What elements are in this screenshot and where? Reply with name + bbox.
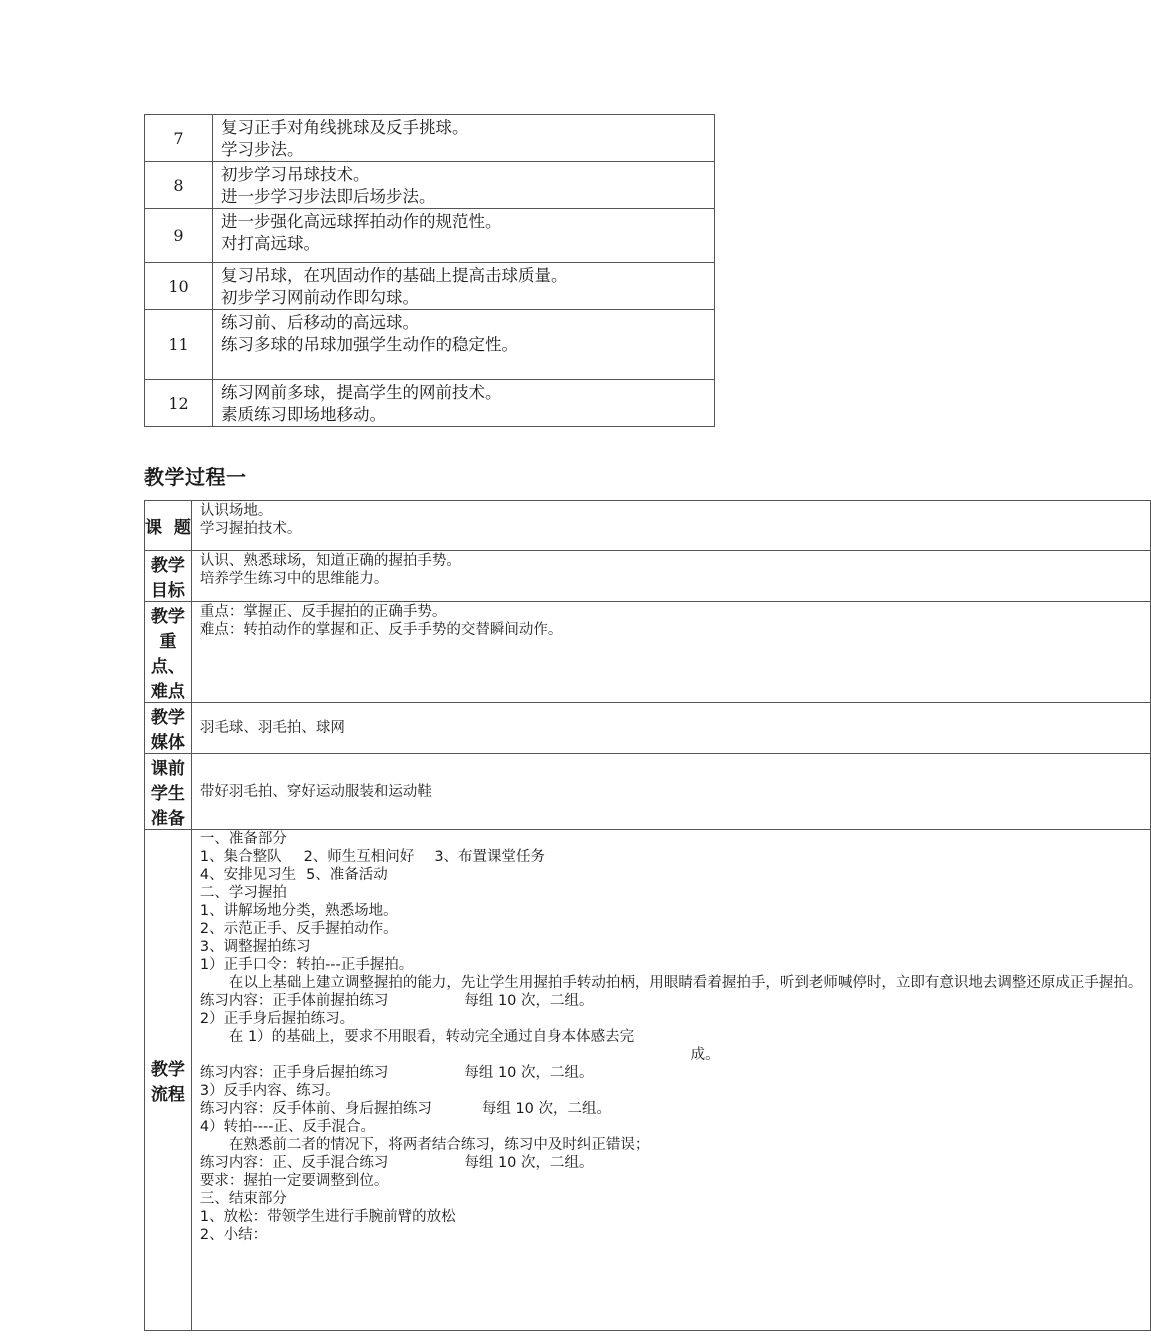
prep-label: 课前学生准备 xyxy=(145,754,192,830)
flow-line: 一、准备部分 xyxy=(199,831,287,847)
content-line: 复习正手对角线挑球及反手挑球。 xyxy=(221,118,469,137)
value-line: 难点：转拍动作的掌握和正、反手手势的交替瞬间动作。 xyxy=(199,622,563,638)
value-line: 认识场地。 xyxy=(199,503,273,519)
content-line: 对打高远球。 xyxy=(221,234,320,253)
lesson-content xyxy=(213,162,715,209)
lesson-number: 7 xyxy=(145,115,213,162)
content-line: 学习步法。 xyxy=(221,140,304,159)
media-value: 羽毛球、羽毛拍、球网 xyxy=(191,703,1151,754)
lesson-number: 11 xyxy=(145,310,213,380)
flow-line: 2、小结： xyxy=(199,1227,268,1243)
lesson-content xyxy=(213,310,715,380)
row-prep xyxy=(145,754,1151,830)
schedule-row xyxy=(145,263,715,310)
content-line: 素质练习即场地移动。 xyxy=(221,405,386,424)
row-topic xyxy=(145,501,1151,551)
flow-line: 1、放松：带领学生进行手腕前臂的放松 xyxy=(199,1209,456,1225)
lesson-number: 12 xyxy=(145,380,213,427)
content-line: 练习多球的吊球加强学生动作的稳定性。 xyxy=(221,335,518,354)
lesson-number: 10 xyxy=(145,263,213,310)
flow-line: 二、学习握拍 xyxy=(199,885,287,901)
topic-value xyxy=(191,501,1151,551)
content-line: 练习前、后移动的高远球。 xyxy=(221,313,419,332)
flow-line: 1、集合整队 2、师生互相问好 3、布置课堂任务 xyxy=(199,849,546,865)
schedule-row xyxy=(145,310,715,380)
lesson-content xyxy=(213,115,715,162)
content-line: 初步学习网前动作即勾球。 xyxy=(221,288,419,307)
value-line: 认识、熟悉球场，知道正确的握拍手势。 xyxy=(199,553,461,569)
flow-line: 2、示范正手、反手握拍动作。 xyxy=(199,921,398,937)
lesson-content xyxy=(213,263,715,310)
schedule-row xyxy=(145,115,715,162)
flow-line: 3、调整握拍练习 xyxy=(199,939,311,955)
flow-line: 练习内容：正手身后握拍练习 每组 10 次，二组。 xyxy=(199,1065,594,1081)
flow-paragraph: 在熟悉前二者的情况下，将两者结合练习，练习中及时纠正错误； xyxy=(228,1137,650,1153)
flow-line: 练习内容：反手体前、身后握拍练习 每组 10 次，二组。 xyxy=(199,1101,612,1117)
focus-label: 教学重点、难点 xyxy=(145,602,192,703)
row-flow xyxy=(145,830,1151,1331)
flow-value xyxy=(191,830,1151,1331)
flow-line: 在 1）的基础上，要求不用眼看，转动完全通过自身本体感去完 xyxy=(228,1029,635,1045)
row-focus xyxy=(145,602,1151,703)
flow-line: 4、安排见习生 5、准备活动 xyxy=(199,867,388,883)
content-line: 进一步强化高远球挥拍动作的规范性。 xyxy=(221,212,502,231)
section-heading: 教学过程一 xyxy=(144,465,247,489)
row-goals xyxy=(145,551,1151,602)
schedule-table xyxy=(144,114,715,427)
row-media xyxy=(145,703,1151,754)
flow-line: 练习内容：正、反手混合练习 每组 10 次，二组。 xyxy=(199,1155,594,1171)
lesson-content xyxy=(213,380,715,427)
flow-line: 2）正手身后握拍练习。 xyxy=(199,1011,355,1027)
goals-label: 教学目标 xyxy=(145,551,192,602)
schedule-row xyxy=(145,162,715,209)
flow-paragraph: 在以上基础上建立调整握拍的能力，先让学生用握拍手转动拍柄，用眼睛看着握拍手，听到老师喊停时，立即有意识地去调整还原成正手握拍。 xyxy=(228,975,1143,991)
flow-label: 教学流程 xyxy=(145,830,192,1331)
flow-line: 4）转拍----正、反手混合。 xyxy=(199,1119,375,1135)
lesson-plan-table xyxy=(144,500,1151,1331)
flow-line: 练习内容：正手体前握拍练习 每组 10 次，二组。 xyxy=(199,993,594,1009)
flow-line: 1）正手口令：转拍---正手握拍。 xyxy=(199,957,414,973)
media-label: 教学媒体 xyxy=(145,703,192,754)
goals-value xyxy=(191,551,1151,602)
focus-value xyxy=(191,602,1151,703)
content-line: 练习网前多球，提高学生的网前技术。 xyxy=(221,383,502,402)
prep-value: 带好羽毛拍、穿好运动服装和运动鞋 xyxy=(191,754,1151,830)
flow-line: 3）反手内容、练习。 xyxy=(199,1083,340,1099)
value-line: 学习握拍技术。 xyxy=(199,521,302,537)
value-line: 培养学生练习中的思维能力。 xyxy=(199,571,389,587)
content-line: 进一步学习步法即后场步法。 xyxy=(221,187,436,206)
schedule-row xyxy=(145,209,715,263)
flow-line: 要求：握拍一定要调整到位。 xyxy=(199,1173,389,1189)
flow-line: 1、讲解场地分类，熟悉场地。 xyxy=(199,903,398,919)
topic-label: 课 题 xyxy=(145,501,192,551)
value-line: 重点：掌握正、反手握拍的正确手势。 xyxy=(199,604,447,620)
flow-line: 成。 xyxy=(690,1047,720,1063)
content-line: 初步学习吊球技术。 xyxy=(221,165,370,184)
schedule-row xyxy=(145,380,715,427)
lesson-number: 8 xyxy=(145,162,213,209)
lesson-number: 9 xyxy=(145,209,213,263)
content-line: 复习吊球，在巩固动作的基础上提高击球质量。 xyxy=(221,266,568,285)
flow-line: 三、结束部分 xyxy=(199,1191,287,1207)
lesson-content xyxy=(213,209,715,263)
